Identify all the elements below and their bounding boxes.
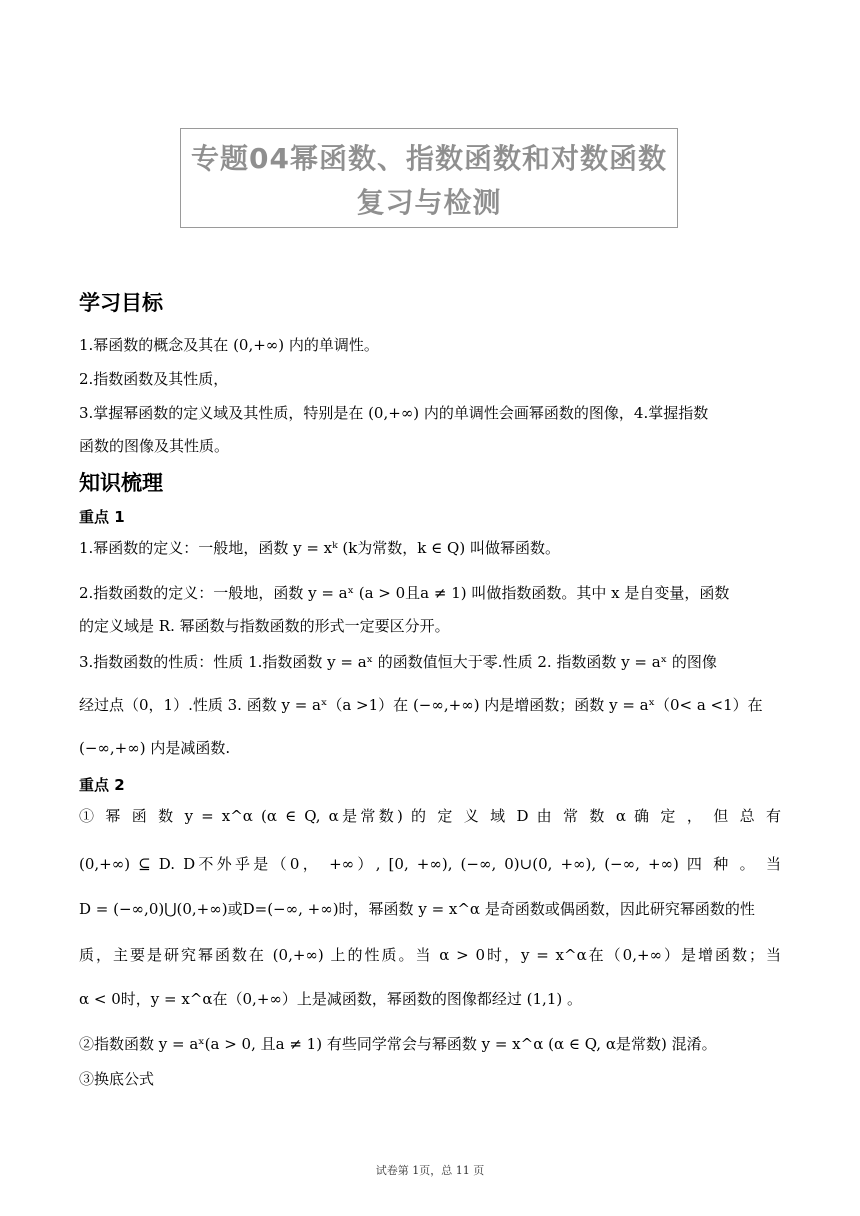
goals-heading: 学习目标 <box>79 291 163 315</box>
k2-line6: ②指数函数 y = aˣ(a > 0, 且a ≠ 1) 有些同学常会与幂函数 y = x^α (α ∈ Q, α是常数) 混淆。 <box>79 1035 717 1053</box>
page-footer: 试卷第 1页，总 11 页 <box>375 1164 485 1177</box>
title-box <box>180 128 678 228</box>
k1-line2b: 的定义域是 R. 幂函数与指数函数的形式一定要区分开。 <box>79 617 450 635</box>
k1-line3a: 3.指数函数的性质：性质 1.指数函数 y = aˣ 的函数值恒大于零.性质 2. 指数函数 y = aˣ 的图像 <box>79 653 717 671</box>
key1-heading: 重点 1 <box>79 508 125 526</box>
k2-line5: α < 0时，y = x^α在（0,+∞）上是减函数，幂函数的图像都经过 (1,1) 。 <box>79 990 582 1008</box>
k1-line3c: (−∞,+∞) 内是减函数. <box>79 739 231 757</box>
k1-line1: 1.幂函数的定义：一般地，函数 y = xᵏ (k为常数，k ∈ Q) 叫做幂函数。 <box>79 539 560 557</box>
page-title: 专题04幂函数、指数函数和对数函数 <box>191 142 667 175</box>
goal-2: 2.指数函数及其性质， <box>79 370 229 388</box>
k2-line3: D = (−∞,0)⋃(0,+∞)或D=(−∞, +∞)时，幂函数 y = x^α 是奇函数或偶函数，因此研究幂函数的性 <box>79 900 755 918</box>
page-subtitle: 复习与检测 <box>356 186 502 219</box>
key2-heading: 重点 2 <box>79 776 125 794</box>
k1-line3b: 经过点（0，1）.性质 3. 函数 y = aˣ（a >1）在 (−∞,+∞) 内是增函数；函数 y = aˣ（0< a <1）在 <box>79 696 763 714</box>
k2-line1: ① 幂 函 数 y = x^α (α ∈ Q, α是常数) 的 定 义 域 D 由 常 数 α 确 定 ， 但 总 有 <box>79 807 781 825</box>
k2-line4: 质，主要是研究幂函数在 (0,+∞) 上的性质。当 α > 0时，y = x^α在（0,+∞）是增函数；当 <box>79 946 781 964</box>
k2-line7: ③换底公式 <box>79 1070 155 1088</box>
k1-line2a: 2.指数函数的定义：一般地，函数 y = aˣ (a > 0且a ≠ 1) 叫做指数函数。其中 x 是自变量，函数 <box>79 584 730 602</box>
goal-3-line1: 3.掌握幂函数的定义域及其性质，特别是在 (0,+∞) 内的单调性会画幂函数的图像，4.掌握指数 <box>79 404 709 422</box>
goal-1: 1.幂函数的概念及其在 (0,+∞) 内的单调性。 <box>79 336 379 354</box>
goal-3-line2: 函数的图像及其性质。 <box>79 437 230 455</box>
k2-line2: (0,+∞) ⊆ D. D不外乎是（0， +∞）, [0, +∞), (−∞, 0)∪(0, +∞), (−∞, +∞) 四 种 。 当 <box>79 855 781 873</box>
knowledge-heading: 知识梳理 <box>79 471 163 495</box>
